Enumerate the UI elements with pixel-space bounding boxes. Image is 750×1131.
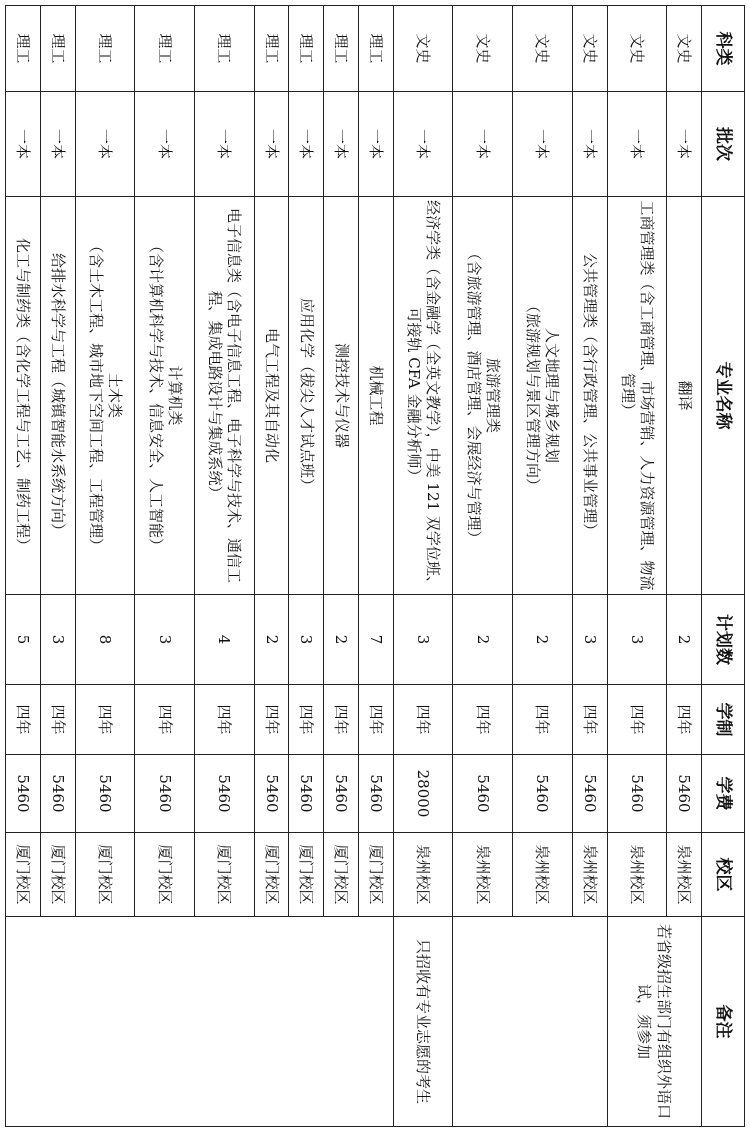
cell-major — [324, 197, 359, 595]
cell-campus: 厦门校区 — [289, 833, 324, 917]
major-line: 经济学类（含金融学（全英文教学），中美 121 双学位班、可接轨 CFA 金融分析师） — [405, 200, 442, 591]
header-row — [702, 6, 745, 1127]
major-line: 电气工程及其自动化 — [263, 327, 282, 463]
cell-fee: 5460 — [667, 755, 702, 833]
cell-major — [135, 197, 195, 595]
major-line: （含计算机科学与技术、信息安全、人工智能） — [146, 237, 165, 553]
cell-remark: 只招收有专业志愿的考生 — [393, 917, 453, 1127]
major-line: 化工与制药类（含化学工程与工艺、制药工程） — [14, 237, 33, 553]
cell-remark-empty — [6, 917, 394, 1127]
cell-quota: 3 — [607, 595, 667, 685]
cell-category: 理工 — [135, 6, 195, 92]
cell-batch: 一本 — [607, 92, 667, 197]
cell-batch: 一本 — [135, 92, 195, 197]
cell-campus: 泉州校区 — [453, 833, 513, 917]
cell-major — [513, 197, 573, 595]
cell-quota: 3 — [40, 595, 75, 685]
cell-batch: 一本 — [195, 92, 255, 197]
table-row — [572, 6, 607, 1127]
cell-category: 理工 — [289, 6, 324, 92]
cell-major — [607, 197, 667, 595]
major-line: 公共管理类（含行政管理、公共事业管理） — [581, 252, 600, 538]
header-category: 科类 — [702, 6, 745, 92]
cell-campus: 厦门校区 — [135, 833, 195, 917]
cell-category: 理工 — [40, 6, 75, 92]
major-line: 翻译 — [675, 380, 694, 411]
cell-category: 文史 — [393, 6, 453, 92]
cell-major — [289, 197, 324, 595]
major-line: （含土木工程、城市地下空间工程、工程管理） — [86, 237, 105, 553]
header-years: 学制 — [702, 685, 745, 755]
cell-major — [40, 197, 75, 595]
cell-major — [572, 197, 607, 595]
header-remark: 备注 — [702, 917, 745, 1127]
major-line: 计算机类 — [165, 365, 184, 426]
major-line: 给排水科学与工程（城镇智能水系统方向） — [49, 252, 68, 538]
major-line: （旅游规划与景区管理方向） — [524, 297, 543, 493]
cell-years: 四年 — [324, 685, 359, 755]
cell-years: 四年 — [667, 685, 702, 755]
enrollment-plan-table — [5, 5, 745, 1127]
cell-quota: 2 — [513, 595, 573, 685]
cell-remark-empty — [453, 917, 607, 1127]
cell-quota: 5 — [6, 595, 41, 685]
cell-batch: 一本 — [75, 92, 135, 197]
major-line: 工商管理类（含工商管理、市场营销、人力资源管理、物流管理） — [618, 200, 656, 591]
cell-years: 四年 — [453, 685, 513, 755]
cell-years: 四年 — [358, 685, 393, 755]
cell-category: 文史 — [572, 6, 607, 92]
cell-campus: 厦门校区 — [40, 833, 75, 917]
cell-batch: 一本 — [40, 92, 75, 197]
cell-quota: 3 — [135, 595, 195, 685]
cell-quota: 7 — [358, 595, 393, 685]
cell-category: 文史 — [607, 6, 667, 92]
major-line: 旅游管理类 — [483, 357, 502, 433]
cell-major — [453, 197, 513, 595]
major-line: 测控技术与仪器 — [332, 342, 351, 448]
cell-campus: 泉州校区 — [667, 833, 702, 917]
cell-years: 四年 — [513, 685, 573, 755]
cell-years: 四年 — [393, 685, 453, 755]
cell-quota: 3 — [572, 595, 607, 685]
table-row — [358, 6, 393, 1127]
cell-remark: 若省级招生部门有组织外语口试，须参加 — [607, 917, 701, 1127]
cell-campus: 厦门校区 — [6, 833, 41, 917]
cell-category: 理工 — [254, 6, 289, 92]
cell-batch: 一本 — [513, 92, 573, 197]
cell-campus: 厦门校区 — [75, 833, 135, 917]
major-line: 土木类 — [105, 372, 124, 418]
cell-major — [75, 197, 135, 595]
cell-fee: 5460 — [289, 755, 324, 833]
cell-fee: 5460 — [358, 755, 393, 833]
cell-campus: 厦门校区 — [195, 833, 255, 917]
cell-batch: 一本 — [358, 92, 393, 197]
header-campus: 校区 — [702, 833, 745, 917]
cell-major — [667, 197, 702, 595]
cell-category: 理工 — [75, 6, 135, 92]
cell-category: 理工 — [358, 6, 393, 92]
cell-quota: 4 — [195, 595, 255, 685]
cell-batch: 一本 — [254, 92, 289, 197]
cell-fee: 28000 — [393, 755, 453, 833]
cell-major — [393, 197, 453, 595]
cell-years: 四年 — [572, 685, 607, 755]
cell-fee: 5460 — [324, 755, 359, 833]
cell-category: 文史 — [667, 6, 702, 92]
cell-quota: 2 — [667, 595, 702, 685]
cell-batch: 一本 — [393, 92, 453, 197]
header-major: 专业名称 — [702, 197, 745, 595]
cell-campus: 厦门校区 — [254, 833, 289, 917]
cell-category: 文史 — [453, 6, 513, 92]
table-row — [393, 6, 453, 1127]
cell-fee: 5460 — [135, 755, 195, 833]
major-line: 应用化学（拔尖人才试点班） — [297, 297, 316, 493]
cell-batch: 一本 — [6, 92, 41, 197]
cell-fee: 5460 — [6, 755, 41, 833]
cell-years: 四年 — [195, 685, 255, 755]
major-line: （含旅游管理、酒店管理、会展经济与管理） — [464, 245, 483, 546]
cell-campus: 泉州校区 — [393, 833, 453, 917]
cell-batch: 一本 — [289, 92, 324, 197]
cell-batch: 一本 — [667, 92, 702, 197]
cell-years: 四年 — [289, 685, 324, 755]
header-fee: 学费 — [702, 755, 745, 833]
cell-years: 四年 — [40, 685, 75, 755]
cell-major — [6, 197, 41, 595]
major-line: 人文地理与城乡规划 — [543, 327, 562, 463]
cell-batch: 一本 — [324, 92, 359, 197]
cell-campus: 泉州校区 — [513, 833, 573, 917]
major-line: 电子信息类（含电子信息工程、电子科学与技术、通信工程、集成电路设计与集成系统） — [206, 207, 244, 583]
cell-years: 四年 — [254, 685, 289, 755]
cell-campus: 厦门校区 — [324, 833, 359, 917]
cell-major — [358, 197, 393, 595]
cell-fee: 5460 — [195, 755, 255, 833]
cell-quota: 2 — [324, 595, 359, 685]
cell-major — [254, 197, 289, 595]
cell-years: 四年 — [135, 685, 195, 755]
cell-fee: 5460 — [254, 755, 289, 833]
cell-fee: 5460 — [572, 755, 607, 833]
cell-years: 四年 — [6, 685, 41, 755]
cell-category: 理工 — [324, 6, 359, 92]
header-batch: 批次 — [702, 92, 745, 197]
header-quota: 计划数 — [702, 595, 745, 685]
cell-quota: 2 — [453, 595, 513, 685]
cell-campus: 泉州校区 — [572, 833, 607, 917]
cell-campus: 泉州校区 — [607, 833, 667, 917]
cell-category: 文史 — [513, 6, 573, 92]
cell-fee: 5460 — [607, 755, 667, 833]
cell-fee: 5460 — [40, 755, 75, 833]
cell-quota: 3 — [289, 595, 324, 685]
cell-category: 理工 — [195, 6, 255, 92]
cell-years: 四年 — [607, 685, 667, 755]
cell-quota: 8 — [75, 595, 135, 685]
cell-years: 四年 — [75, 685, 135, 755]
cell-major — [195, 197, 255, 595]
cell-fee: 5460 — [453, 755, 513, 833]
table-row — [667, 6, 702, 1127]
cell-batch: 一本 — [572, 92, 607, 197]
cell-campus: 厦门校区 — [358, 833, 393, 917]
cell-fee: 5460 — [75, 755, 135, 833]
major-line: 机械工程 — [367, 365, 386, 426]
cell-quota: 3 — [393, 595, 453, 685]
cell-quota: 2 — [254, 595, 289, 685]
cell-category: 理工 — [6, 6, 41, 92]
cell-fee: 5460 — [513, 755, 573, 833]
cell-batch: 一本 — [453, 92, 513, 197]
